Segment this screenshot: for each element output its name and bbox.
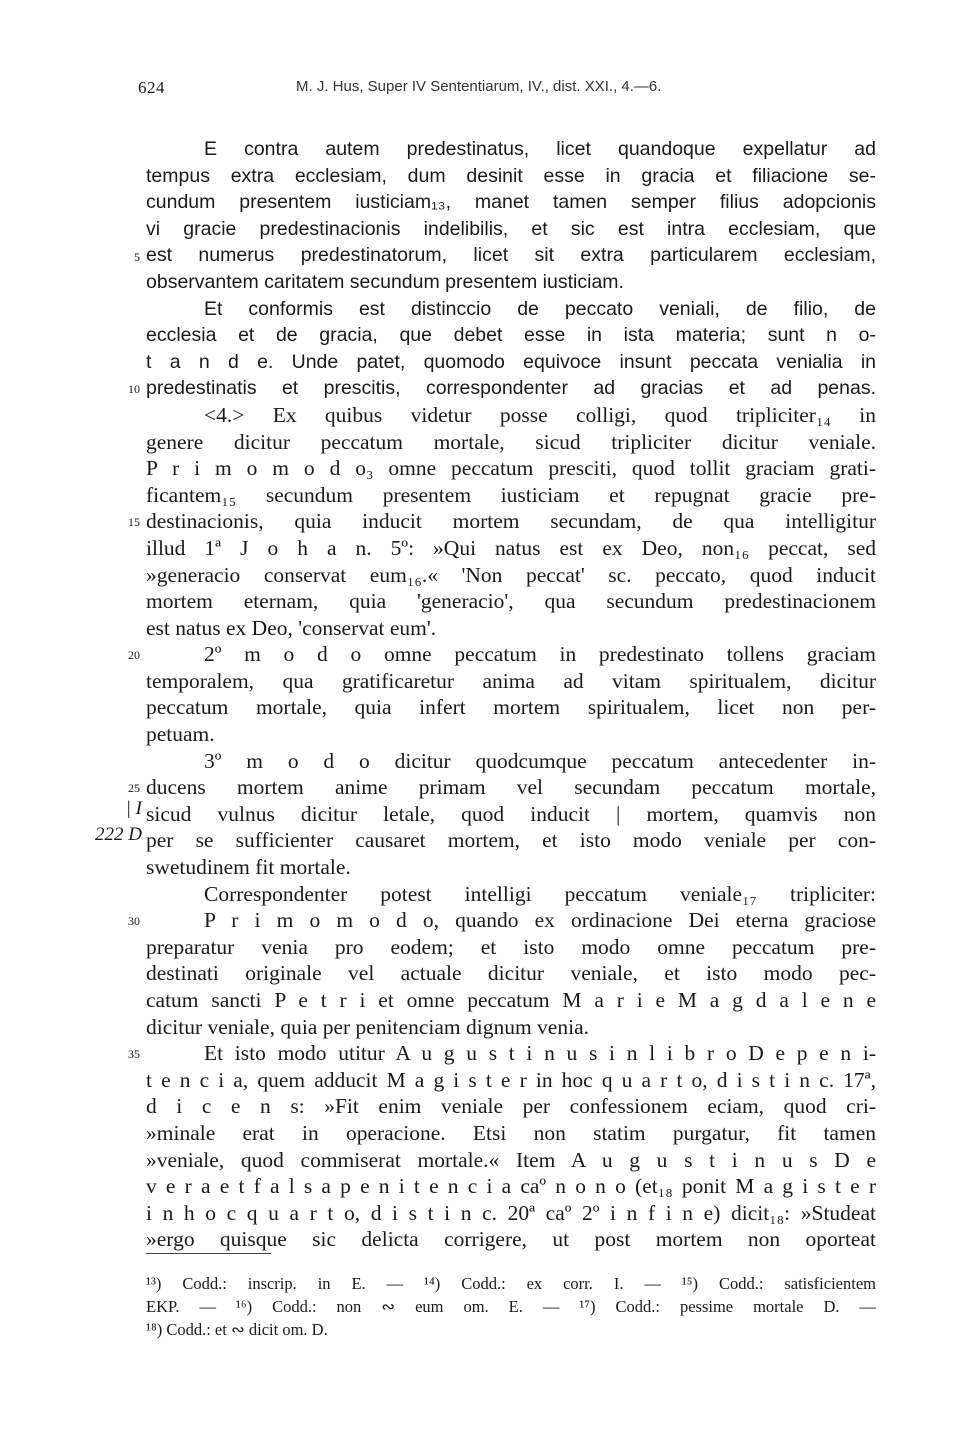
text-line: E contra autem predestinatus, licet quandoque expellatur ad bbox=[204, 138, 876, 160]
running-title: M. J. Hus, Super IV Sententiarum, IV., dist. XXI., 4.—6. bbox=[296, 78, 662, 95]
text-line: per se sufficienter causaret mortem, et isto modo veniale per con- bbox=[146, 828, 876, 853]
line-number: 15 bbox=[128, 515, 140, 529]
text-line: »ergo quisque sic delicta corrigere, ut post mortem non oporteat bbox=[146, 1227, 876, 1252]
text-line: sicud vulnus dicitur letale, quod inducit | mortem, quamvis non bbox=[146, 801, 876, 826]
text-line: swetudinem fit mortale. bbox=[146, 855, 351, 880]
footnote-rule bbox=[146, 1253, 271, 1254]
text-line: catum sancti P e t r i et omne peccatum M a r i e M a g d a l e n e bbox=[146, 988, 876, 1012]
text-line: petuam. bbox=[146, 722, 215, 747]
text-line: v e r a e t f a l s a p e n i t e n c i a caº n o n o (et₁₈ ponit M a g i s t e r bbox=[146, 1174, 876, 1199]
footnote-line: ¹³) Codd.: inscrip. in E. — ¹⁴) Codd.: ex corr. I. — ¹⁵) Codd.: satisficientem bbox=[146, 1274, 876, 1293]
text-line: »veniale, quod commiserat mortale.« Item A u g u s t i n u s D e bbox=[146, 1147, 876, 1172]
text-line: d i c e n s: »Fit enim veniale per confessionem eciam, quod cri- bbox=[146, 1094, 876, 1119]
text-line: destinacionis, quia inducit mortem secundam, de qua intelligitur bbox=[146, 509, 876, 534]
footnote-line: EKP. — ¹⁶) Codd.: non ∾ eum om. E. — ¹⁷) Codd.: pessime mortale D. — bbox=[146, 1297, 876, 1316]
main-text bbox=[146, 136, 876, 1253]
text-line: »minale erat in operacione. Etsi non statim purgatur, fit tamen bbox=[146, 1120, 876, 1145]
text-line: dicitur veniale, quia per penitenciam dignum venia. bbox=[146, 1014, 589, 1039]
text-line: i n h o c q u a r t o, d i s t i n c. 20ª caº 2º i n f i n e) dicit₁₈: »Studeat bbox=[146, 1200, 876, 1225]
text-line: est numerus predestinatorum, licet sit extra particularem ecclesiam, bbox=[146, 244, 876, 267]
text-line: mortem eternam, quia 'generacio', qua secundum predestinacionem bbox=[146, 589, 876, 614]
text-line: ficantem₁₅ secundum presentem iusticiam et repugnat gracie pre- bbox=[146, 482, 876, 507]
text-line: P r i m o m o d o, quando ex ordinacione Dei eterna graciose bbox=[204, 908, 876, 933]
text-line: <4.> Ex quibus videtur posse colligi, quod tripliciter₁₄ in bbox=[204, 402, 876, 427]
text-line: 2º m o d o omne peccatum in predestinato tollens graciam bbox=[204, 642, 876, 667]
text-line: Et conformis est distinccio de peccato veniali, de filio, de bbox=[204, 297, 876, 320]
text-line: t a n d e. Unde patet, quomodo equivoce insunt peccata venialia in bbox=[146, 350, 876, 373]
text-line: est natus ex Deo, 'conservat eum'. bbox=[146, 615, 437, 640]
line-number: 25 bbox=[128, 781, 140, 795]
text-line: Correspondenter potest intelligi peccatum veniale₁₇ tripliciter: bbox=[204, 881, 876, 906]
text-line: temporalem, qua gratificaretur anima ad vitam spiritualem, dicitur bbox=[146, 668, 876, 693]
text-line: P r i m o m o d o₃ omne peccatum presciti, quod tollit graciam grati- bbox=[146, 456, 876, 481]
text-line: Et isto modo utitur A u g u s t i n u s i n l i b r o D e p e n i- bbox=[204, 1041, 876, 1066]
footnotes bbox=[146, 1272, 876, 1341]
page-number: 624 bbox=[138, 78, 165, 97]
text-line: observantem caritatem secundum presentem iusticiam. bbox=[146, 270, 624, 293]
text-line: peccatum mortale, quia infert mortem spiritualem, licet non per- bbox=[146, 695, 876, 720]
text-line: tempus extra ecclesiam, dum desinit esse in gracia et filiacione se- bbox=[146, 164, 876, 187]
text-line: predestinatis et prescitis, correspondenter ad gracias et ad penas. bbox=[146, 377, 876, 400]
line-number: 35 bbox=[128, 1047, 140, 1061]
text-line: ecclesia et de gracia, que debet esse in ista materia; sunt n o- bbox=[146, 324, 876, 347]
line-number: 20 bbox=[128, 648, 140, 662]
text-line: genere dicitur peccatum mortale, sicud tripliciter dicitur veniale. bbox=[146, 429, 876, 454]
text-line: vi gracie predestinacionis indelibilis, et sic est intra ecclesiam, que bbox=[146, 217, 876, 240]
text-line: destinati originale vel actuale dicitur veniale, et isto modo pec- bbox=[146, 961, 876, 986]
line-number: 30 bbox=[128, 914, 140, 928]
manuscript-folio-ref: | I bbox=[125, 798, 142, 819]
text-line: ducens mortem anime primam vel secundam peccatum mortale, bbox=[146, 775, 876, 800]
footnote-line: ¹⁸) Codd.: et ∾ dicit om. D. bbox=[146, 1320, 328, 1339]
text-line: 3º m o d o dicitur quodcumque peccatum antecedenter in- bbox=[204, 748, 876, 773]
text-line: t e n c i a, quem adducit M a g i s t e r in hoc q u a r t o, d i s t i n c. 17ª, bbox=[146, 1067, 876, 1092]
manuscript-folio-ref: 222 D bbox=[95, 824, 142, 845]
text-line: »generacio conservat eum₁₆.« 'Non peccat' sc. peccato, quod inducit bbox=[146, 562, 876, 587]
line-number: 10 bbox=[128, 382, 140, 396]
text-line: illud 1ª J o h a n. 5º: »Qui natus est ex Deo, non₁₆ peccat, sed bbox=[146, 535, 876, 560]
line-number: 5 bbox=[134, 250, 140, 264]
text-line: cundum presentem iusticiam₁₃, manet tamen semper filius adopcionis bbox=[146, 191, 876, 214]
text-line: preparatur venia pro eodem; et isto modo omne peccatum pre- bbox=[146, 934, 876, 959]
